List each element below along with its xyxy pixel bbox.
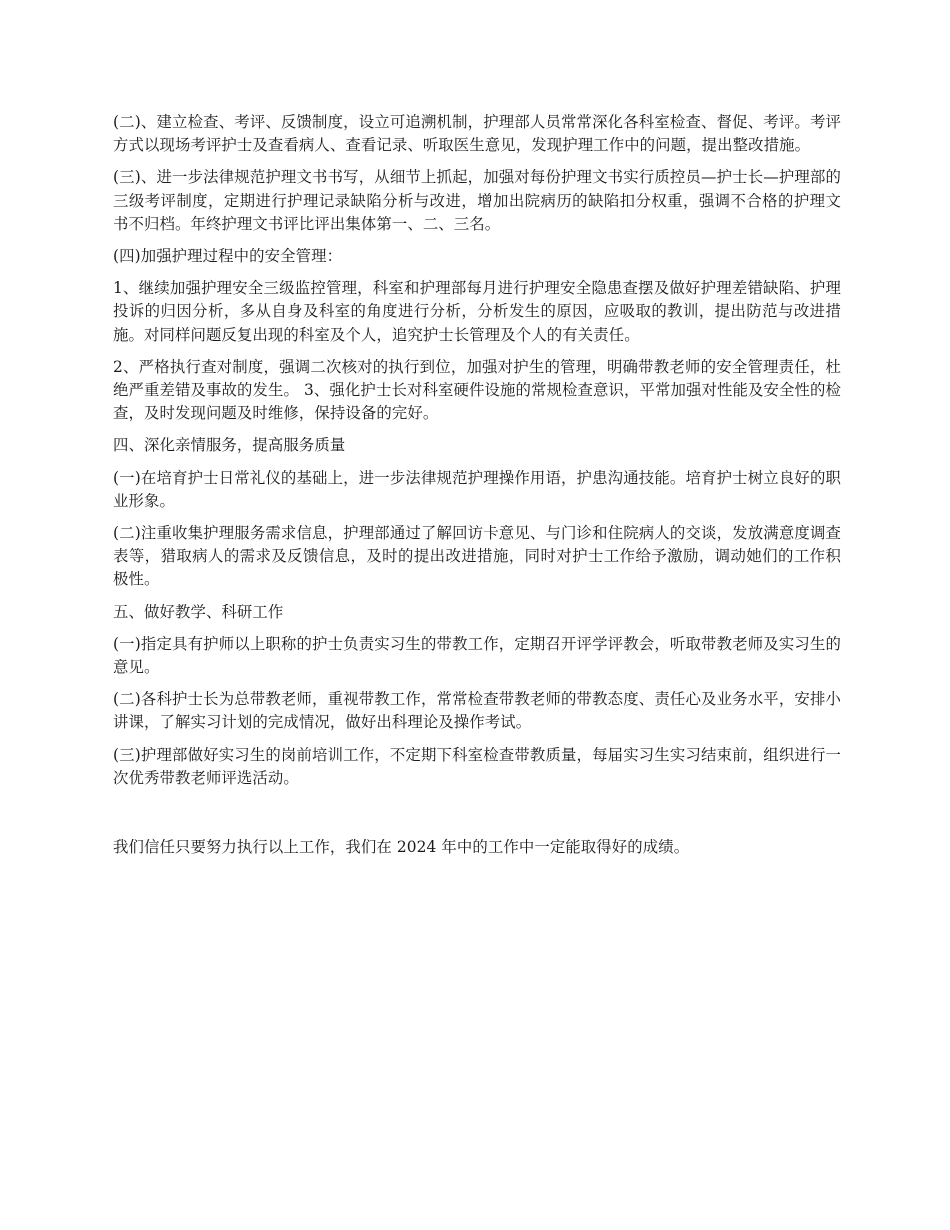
- paragraph-safety-heading: (四)加强护理过程中的安全管理：: [113, 247, 343, 266]
- closing-statement: 我们信任只要努力执行以上工作，我们在 2024 年中的工作中一定能取得好的成绩。: [113, 838, 690, 857]
- paragraph-safety-item-1: 1、继续加强护理安全三级监控管理，科室和护理部每月进行护理安全隐患查摆及做好护理差错缺陷、护理投诉的归因分析，多从自身及科室的角度进行分析，分析发生的原因，应吸取的教训，提出防范与改进措施。对同样问题反复出现的科室及个人，追究护士长管理及个人的有关责任。: [113, 279, 841, 344]
- paragraph-nursing-documents: (三)、进一步法律规范护理文书书写，从细节上抓起，加强对每份护理文书实行质控员—护士长—护理部的三级考评制度，定期进行护理记录缺陷分析与改进，增加出院病历的缺陷扣分权重，强调不合格的护理文书不归档。年终护理文书评比评出集体第一、二、三名。: [113, 168, 841, 233]
- section-heading-service: 四、深化亲情服务，提高服务质量: [113, 436, 346, 455]
- paragraph-teaching-3: (三)护理部做好实习生的岗前培训工作，不定期下科室检查带教质量，每届实习生实习结束前，组织进行一次优秀带教老师评选活动。: [113, 745, 841, 787]
- paragraph-safety-item-2-3: 2、严格执行查对制度，强调二次核对的执行到位，加强对护生的管理，明确带教老师的安全管理责任，杜绝严重差错及事故的发生。 3、强化护士长对科室硬件设施的常规检查意识，平常加强对性能及安全性的检查，及时发现问题及时维修，保持设备的完好。: [113, 357, 841, 423]
- paragraph-service-1: (一)在培育护士日常礼仪的基础上，进一步法律规范护理操作用语，护患沟通技能。培育护士树立良好的职业形象。: [113, 468, 841, 510]
- section-heading-teaching: 五、做好教学、科研工作: [113, 602, 284, 621]
- paragraph-service-2: (二)注重收集护理服务需求信息，护理部通过了解回访卡意见、与门诊和住院病人的交谈，发放满意度调查表等，猎取病人的需求及反馈信息，及时的提出改进措施，同时对护士工作给予激励，调动她们的工作积极性。: [113, 524, 841, 589]
- paragraph-inspection-system: (二)、建立检查、考评、反馈制度，设立可追溯机制，护理部人员常常深化各科室检查、督促、考评。考评方式以现场考评护士及查看病人、查看记录、听取医生意见，发现护理工作中的问题，提出整改措施。: [113, 113, 841, 155]
- paragraph-teaching-1: (一)指定具有护师以上职称的护士负责实习生的带教工作，定期召开评学评教会，听取带教老师及实习生的意见。: [113, 634, 841, 677]
- paragraph-teaching-2: (二)各科护士长为总带教老师，重视带教工作，常常检查带教老师的带教态度、责任心及业务水平，安排小讲课，了解实习计划的完成情况，做好出科理论及操作考试。: [113, 690, 841, 732]
- document-body: [113, 111, 841, 868]
